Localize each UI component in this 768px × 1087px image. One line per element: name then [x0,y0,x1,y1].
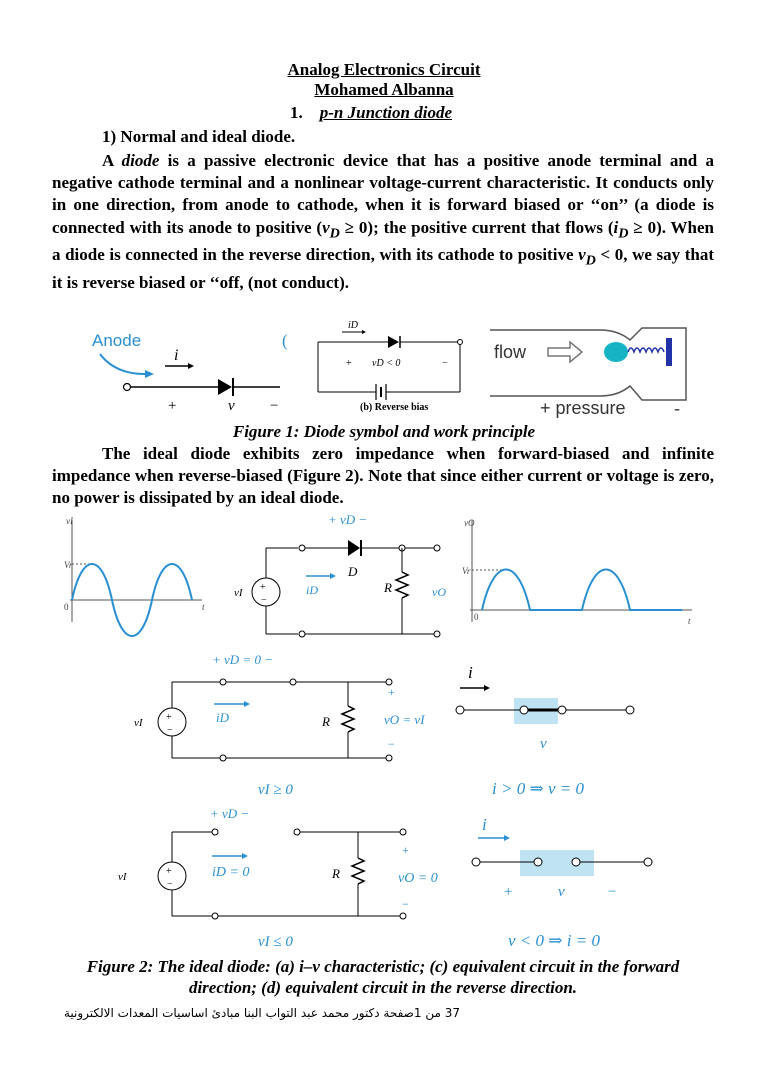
reverse-bias-label: (b) Reverse bias [360,402,429,413]
flow-arrow-icon [548,342,582,362]
svg-text:+: + [402,843,409,857]
p1-var-i: i [613,217,619,237]
mid-r-label: R [322,714,330,729]
bot-resistor-icon [352,858,364,884]
diode-symbol-panel [92,331,288,414]
plot-vr-label: Vr [64,560,73,570]
svg-text:−: − [388,737,395,751]
svg-text:(: ( [282,331,288,350]
p1-text-a: A [102,151,122,170]
plot-t-label: t [202,602,205,612]
top-r-label: R [384,580,392,595]
source-vi-label: vI [234,587,243,599]
flow-label: flow [494,342,527,362]
plot-vo-label: vO [464,518,475,528]
reverse-equivalent-circuit [118,806,438,950]
p1-text-e: < 0, we say that it is reverse biased or ‘‘off, (not conduct). [52,245,715,292]
bot-vd-label: + vD − [210,806,250,821]
id-label: iD [348,320,358,331]
bot-condition: vI ≤ 0 [258,934,293,950]
pressure-minus: - [674,398,680,418]
rb-minus: − [442,358,448,369]
svg-text:+: + [166,866,172,877]
mid-id-label: iD [216,710,229,725]
page-footer: 37 من 1صفحة دكتور محمد عبد التواب البنا مبادئ اساسيات المعدات الالكترونية [63,1006,460,1020]
input-waveform-plot [64,516,205,636]
forward-equivalent-circuit [134,652,425,798]
diode-triangle-icon [218,379,232,395]
plot-vi-label: vI [66,516,73,526]
p1-var-v2: v [578,245,586,265]
bot-vi-label: vI [118,871,127,883]
top-vo-label: vO [432,585,446,599]
mid-vo-label: vO = vI [384,712,425,727]
svg-text:−: − [261,595,267,606]
p1-term-diode: diode [121,151,160,170]
top-vd-label: + vD − [328,512,368,527]
spring-icon [628,348,664,352]
course-title: Analog Electronics Circuit [287,60,481,79]
svg-text:+: + [388,685,395,699]
mid-i-label: i [468,663,473,682]
figure-2-graphic [52,512,714,952]
p1-text-c: ≥ 0); the positive current that flows ( [339,217,614,237]
author-name: Mohamed Albanna [314,80,454,99]
resistor-icon [396,572,408,598]
mid-resistor-icon [342,706,354,732]
diode-label: D [348,564,358,579]
svg-text:+: + [260,582,266,593]
half-wave-circuit [234,512,446,637]
svg-text:+: + [166,712,172,723]
minus-label: − [270,398,279,414]
paragraph-2: The ideal diode exhibits zero impedance when forward-biased and infinite impedance when reverse-biased (Figure 2). Note that since either current or voltage is zero, no power is dissipated by an ideal diode. [52,444,714,508]
svg-text:−: − [167,879,173,890]
plot-zero2-label: 0 [474,612,479,622]
section-number: 1. [290,103,303,122]
top-id-label: iD [306,583,318,597]
voltage-label: v [228,398,235,414]
plot-vr2-label: Vr [462,566,471,576]
mid-vd-label: + vD = 0 − [212,652,273,667]
mid-rule: i > 0 ⇒ v = 0 [492,779,584,798]
svg-text:−: − [402,897,409,911]
output-waveform-plot [462,518,692,626]
reverse-bias-panel [288,316,478,414]
bot-rule: v < 0 ⇒ i = 0 [508,931,600,950]
subsection-title: 1) Normal and ideal diode. [102,127,296,146]
bot-r-label: R [332,866,340,881]
mid-condition: vI ≥ 0 [258,782,293,798]
plus-label: + [168,398,177,414]
bot-id-label: iD = 0 [212,865,250,880]
figure-2-caption: Figure 2: The ideal diode: (a) i–v characteristic; (c) equivalent circuit in the forward direction; (d) equivalent circuit in the reverse direction. [86,957,680,997]
p1-text-b: is a passive electronic device that has a positive anode terminal and a negative cathode terminal and a nonlinear voltage-current characteristic. It conducts only in one direction, from anode to cathode, when it is forward biased or ‘‘on’’ (a diode is connected with its anode to positive ( [52,151,714,237]
svg-text:−: − [167,725,173,736]
bot-v-label: v [558,884,565,900]
bot-i-label: i [482,815,487,834]
valve-ball-icon [604,342,628,362]
paragraph-1 [52,150,714,294]
plot-zero-label: 0 [64,602,69,612]
mid-v-label: v [540,736,547,752]
flow-analogy-panel [490,328,686,418]
section-title: p-n Junction diode [319,103,452,122]
forward-switch-model [456,663,634,798]
vd-label: vD < 0 [372,358,401,369]
p1-text-d: ≥ 0). When a diode is connected in the reverse direction, with its cathode to positive [52,217,715,265]
anode-label: Anode [92,331,142,350]
figure-1-graphic [70,316,700,420]
pressure-label: + pressure [540,398,626,418]
bot-vo-label: vO = 0 [398,871,438,886]
half-wave [482,570,682,611]
plot-t2-label: t [688,616,691,626]
svg-text:+: + [504,884,513,900]
section-heading [290,103,452,123]
p1-sub-d3: D [585,252,596,269]
mid-vi-label: vI [134,717,143,729]
figure-1-caption: Figure 1: Diode symbol and work principle [232,422,536,441]
figure-1 [70,316,700,420]
figure-2 [52,512,714,952]
svg-text:−: − [608,884,617,900]
rb-plus: + [346,358,352,369]
p1-sub-d2: D [618,225,629,241]
reverse-switch-model [472,815,652,950]
current-label: i [174,347,179,364]
p1-sub-d: D [329,225,340,241]
p1-var-v: v [322,217,330,237]
